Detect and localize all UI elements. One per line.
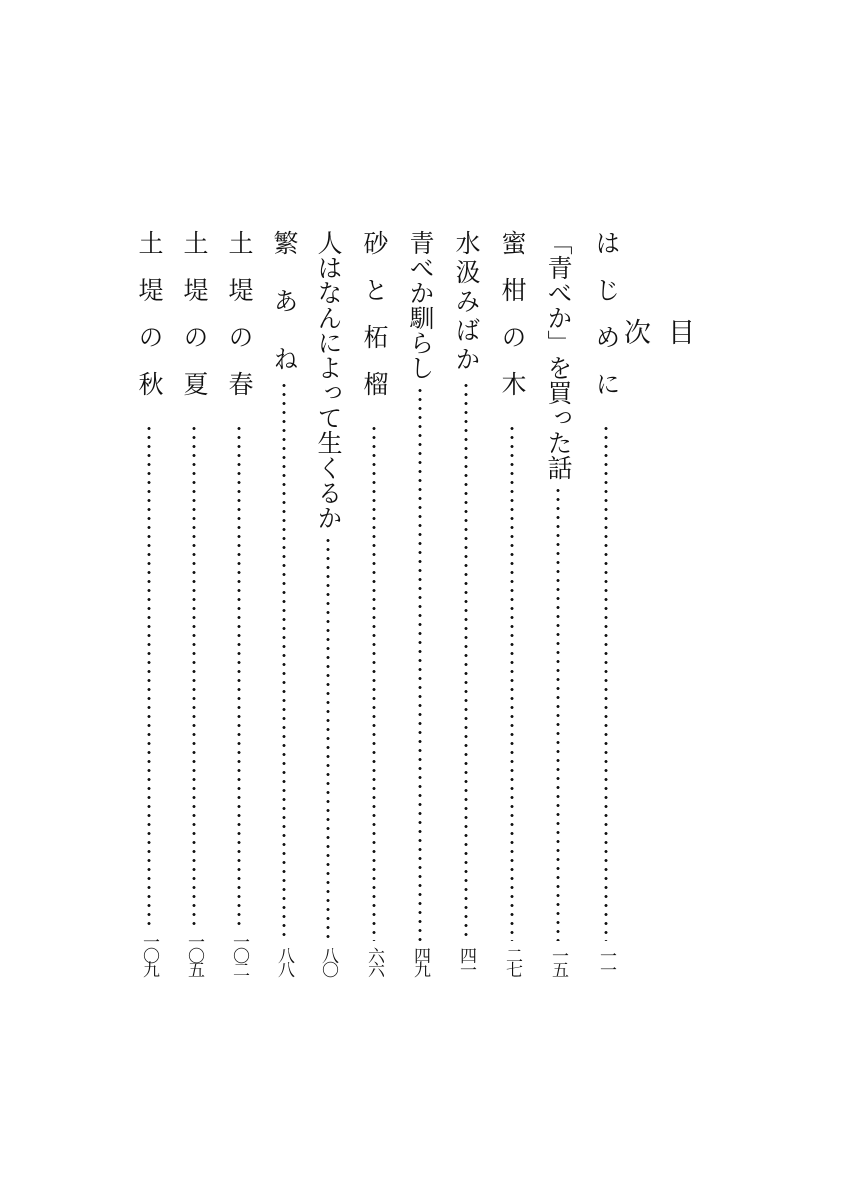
entry-page-number: 一〇五 (184, 933, 204, 975)
dot-leader (354, 424, 394, 941)
toc-entry-mikan-no-ki[interactable] (492, 230, 532, 975)
entry-title: 蜜柑の木 (498, 230, 527, 418)
entry-page-number: 一五 (548, 947, 568, 975)
toc-entry-aobeka-wo-katta-hanashi[interactable] (538, 230, 578, 975)
entry-title: 土堤の夏 (180, 230, 209, 418)
toc-entry-hito-wa-nanni-yotte[interactable] (308, 230, 348, 975)
toc-entry-dote-no-aki[interactable] (129, 230, 169, 975)
dot-leader (129, 424, 169, 927)
dot-leader (492, 424, 532, 941)
toc-entry-dote-no-haru[interactable] (219, 230, 259, 975)
dot-leader (446, 381, 486, 941)
entry-title: はじめに (592, 230, 621, 418)
entry-page-number: 四九 (410, 947, 430, 975)
entry-title: 砂と柘榴 (360, 230, 389, 418)
entry-title: 人はなんによって生くるか (314, 230, 343, 530)
toc-entry-hajimeni[interactable] (586, 230, 626, 975)
entry-page-number: 八〇 (318, 947, 338, 975)
entry-page-number: 一一 (596, 947, 616, 975)
dot-leader (219, 424, 259, 927)
dot-leader (538, 486, 578, 941)
entry-title: 土堤の秋 (135, 230, 164, 418)
toc-entry-suna-to-zakuro[interactable] (354, 230, 394, 975)
dot-leader (264, 381, 304, 941)
entry-page-number: 八八 (274, 947, 294, 975)
entry-page-number: 一〇九 (139, 933, 159, 975)
toc-entry-aobeka-narashi[interactable] (400, 230, 440, 975)
entry-page-number: 六六 (364, 947, 384, 975)
entry-title: 青べか馴らし (406, 230, 435, 380)
dot-leader (308, 536, 348, 941)
dot-leader (174, 424, 214, 927)
entry-title: 水汲みばか (452, 230, 481, 375)
entry-page-number: 二七 (502, 947, 522, 975)
entry-title: 繁 あ ね (270, 230, 299, 375)
entry-title: 土堤の春 (225, 230, 254, 418)
page-title: 目 次 (619, 318, 694, 488)
dot-leader (586, 424, 626, 941)
dot-leader (400, 386, 440, 941)
toc-entry-dote-no-natsu[interactable] (174, 230, 214, 975)
entry-page-number: 一〇二 (229, 933, 249, 975)
toc-entry-shige-ane[interactable] (264, 230, 304, 975)
toc-entry-mizukumi-baka[interactable] (446, 230, 486, 975)
entry-title: 「青べか」を買った話 (544, 230, 573, 480)
entry-page-number: 四一 (456, 947, 476, 975)
